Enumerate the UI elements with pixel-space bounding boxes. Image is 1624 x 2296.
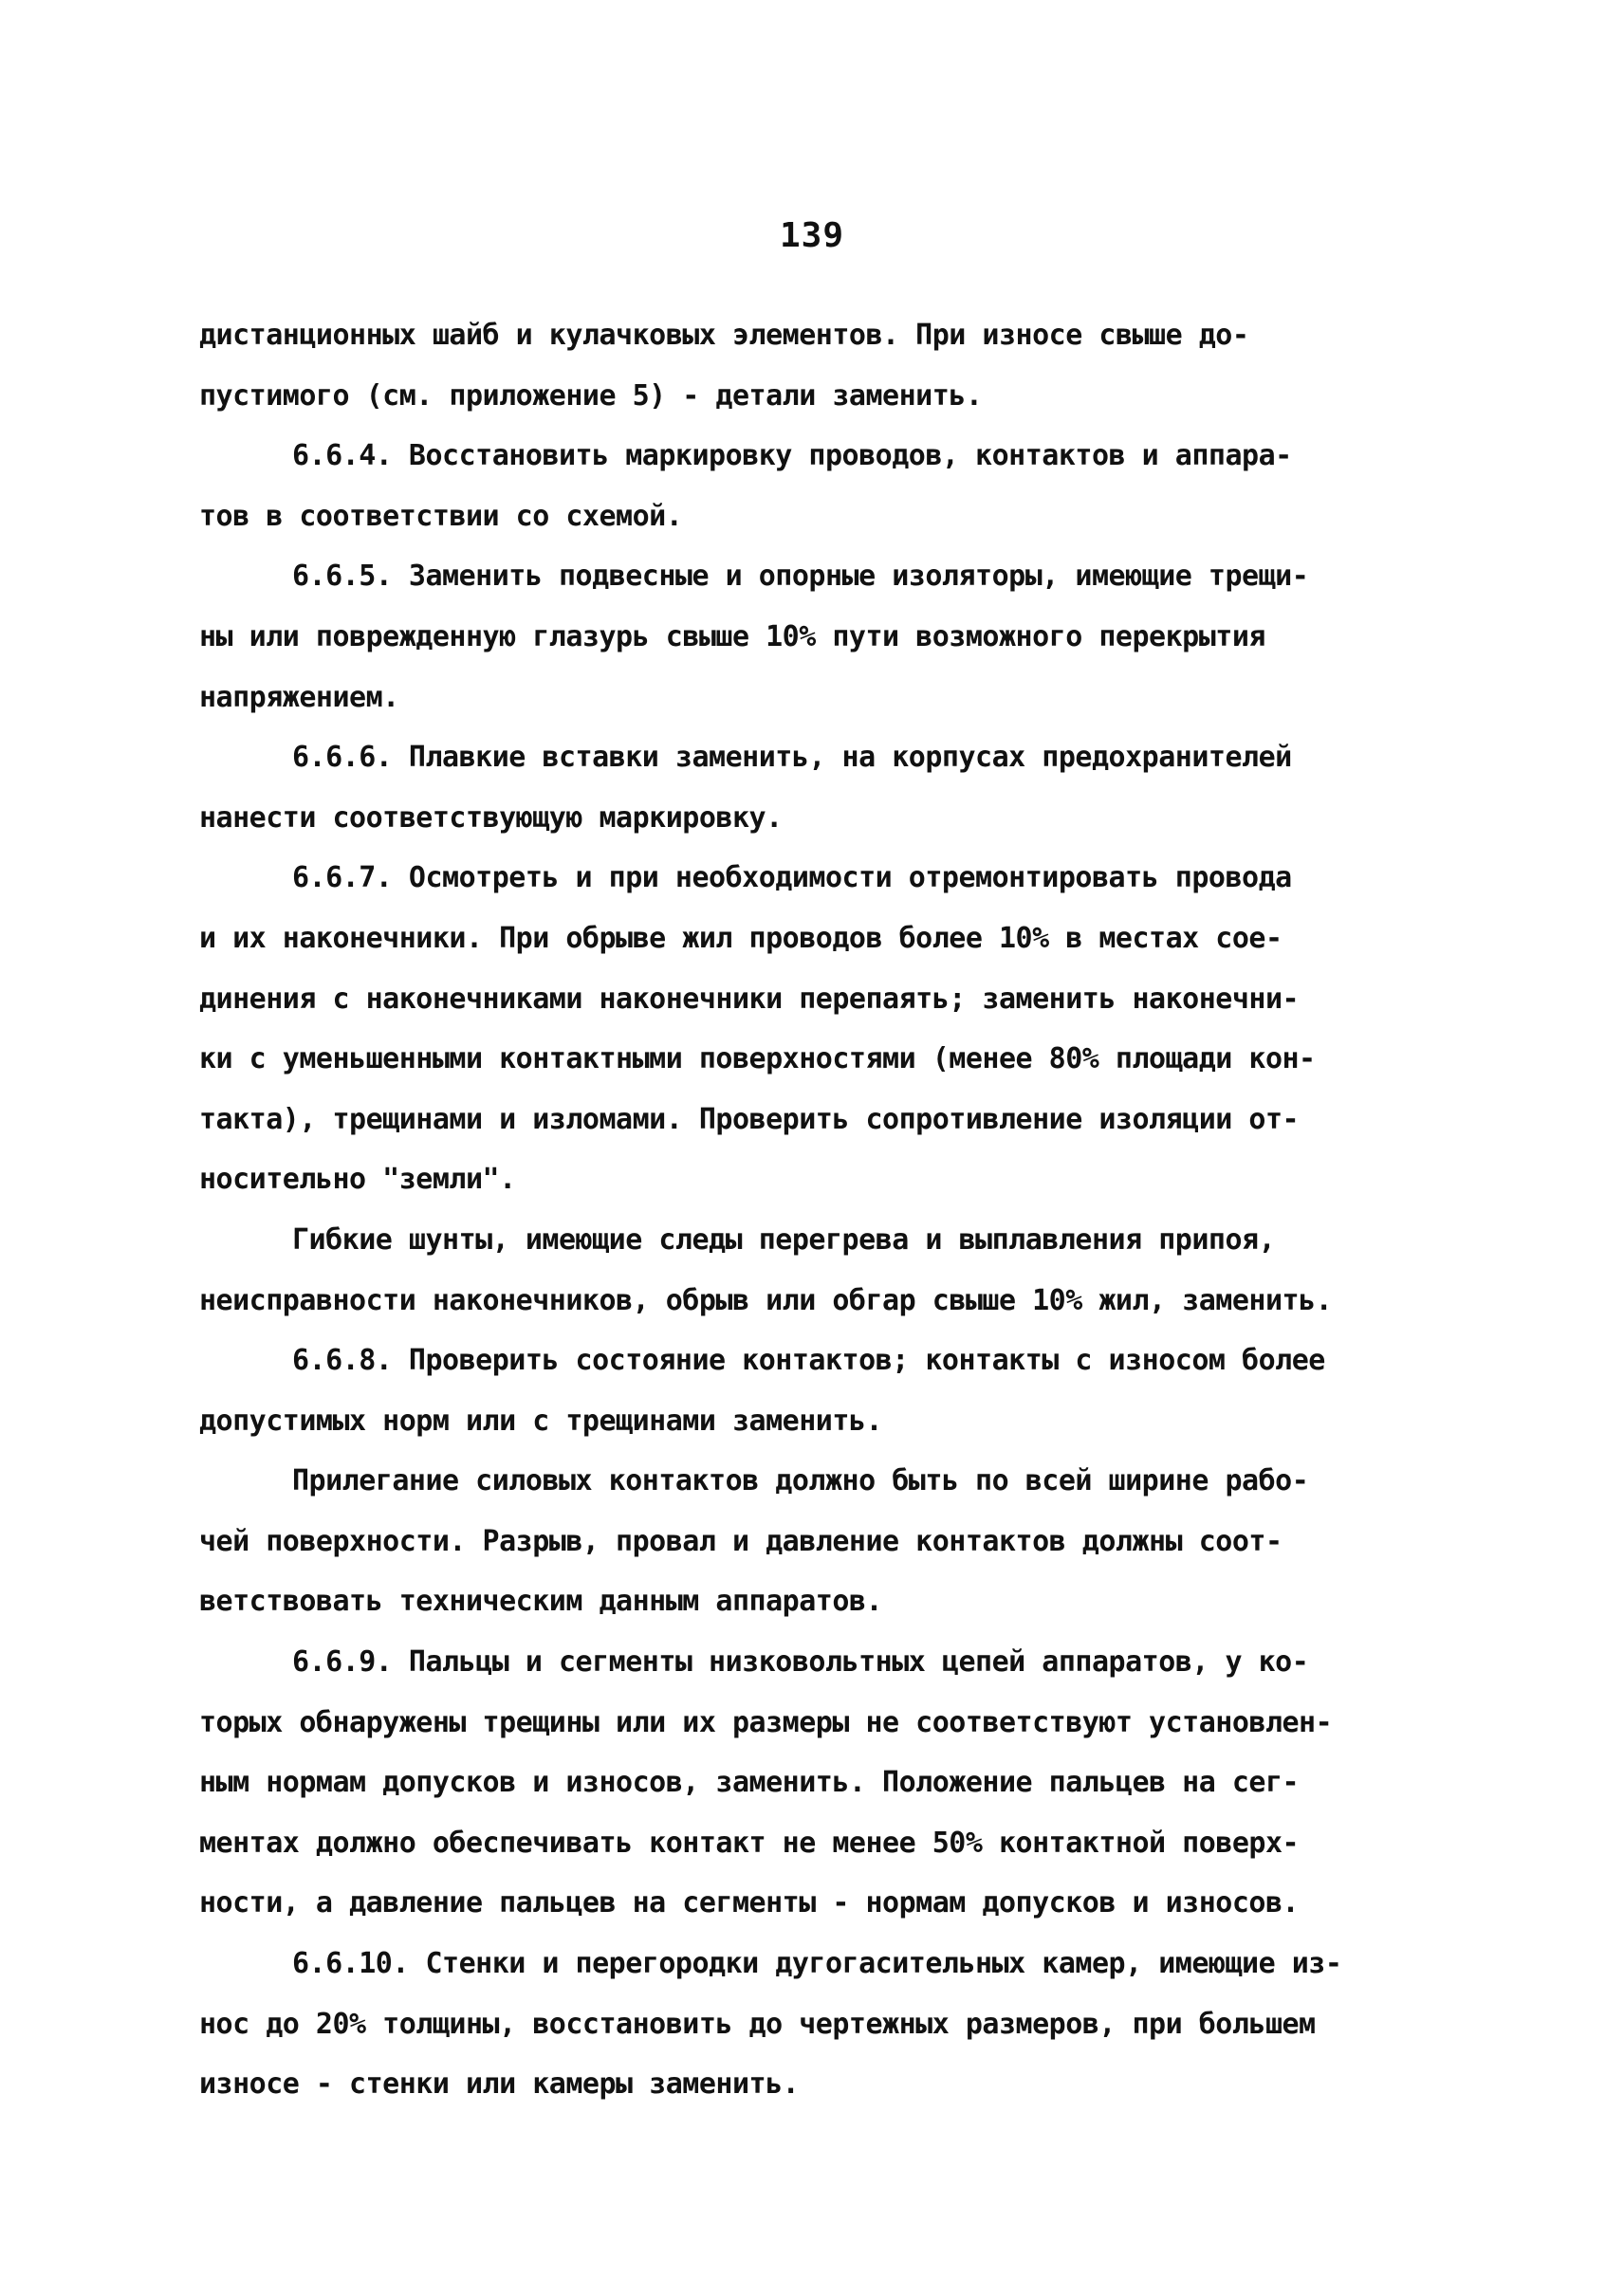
text-line: чей поверхности. Разрыв, провал и давление контактов должны соот- xyxy=(199,1524,1283,1558)
text-line: 6.6.8. Проверить состояние контактов; контакты с износом более xyxy=(292,1344,1325,1378)
paragraph-6-6-10 xyxy=(199,1934,1451,2115)
text-line: нос до 20% толщины, восстановить до чертежных размеров, при большем xyxy=(199,2007,1316,2041)
text-line: неисправности наконечников, обрыв или обгар свыше 10% жил, заменить. xyxy=(199,1283,1333,1317)
paragraph-6-6-4 xyxy=(199,426,1451,546)
text-line: 6.6.4. Восстановить маркировку проводов, контактов и аппара- xyxy=(292,439,1292,473)
text-line: такта), трещинами и изломами. Проверить сопротивление изоляции от- xyxy=(199,1102,1300,1136)
paragraph-6-6-7 xyxy=(199,848,1451,1210)
paragraph-wear-limits xyxy=(199,305,1451,426)
text-line: носительно "земли". xyxy=(199,1163,516,1197)
text-line: ным нормам допусков и износов, заменить. Положение пальцев на сег- xyxy=(199,1766,1300,1800)
paragraph-flexible-shunts xyxy=(199,1210,1451,1331)
paragraph-6-6-6 xyxy=(199,727,1451,848)
document-body xyxy=(199,305,1451,2115)
text-line: 6.6.9. Пальцы и сегменты низковольтных цепей аппаратов, у ко- xyxy=(292,1645,1309,1680)
paragraph-6-6-5 xyxy=(199,546,1451,727)
text-line: и их наконечники. При обрыве жил проводов более 10% в местах сое- xyxy=(199,921,1283,955)
text-line: тов в соответствии со схемой. xyxy=(199,499,683,533)
text-line: 6.6.7. Осмотреть и при необходимости отремонтировать провода xyxy=(292,861,1292,895)
text-line: пустимого (см. приложение 5) - детали заменить. xyxy=(199,378,983,413)
text-line: торых обнаружены трещины или их размеры не соответствуют установлен- xyxy=(199,1705,1333,1739)
paragraph-power-contacts xyxy=(199,1451,1451,1632)
text-line: ветствовать техническим данным аппаратов. xyxy=(199,1585,883,1619)
page-number: 139 xyxy=(779,216,845,255)
text-line: ки с уменьшенными контактными поверхностями (менее 80% площади кон- xyxy=(199,1042,1316,1076)
text-line: допустимых норм или с трещинами заменить. xyxy=(199,1404,883,1438)
paragraph-6-6-8 xyxy=(199,1331,1451,1451)
text-line: динения с наконечниками наконечники перепаять; заменить наконечни- xyxy=(199,982,1300,1016)
text-line: 6.6.10. Стенки и перегородки дугогасительных камер, имеющие из- xyxy=(292,1947,1342,1981)
text-line: ности, а давление пальцев на сегменты - нормам допусков и износов. xyxy=(199,1886,1300,1920)
text-line: 6.6.6. Плавкие вставки заменить, на корпусах предохранителей xyxy=(292,741,1292,775)
text-line: Прилегание силовых контактов должно быть по всей ширине рабо- xyxy=(292,1464,1309,1498)
text-line: 6.6.5. Заменить подвесные и опорные изоляторы, имеющие трещи- xyxy=(292,560,1309,594)
text-line: дистанционных шайб и кулачковых элементов. При износе свыше до- xyxy=(199,319,1249,352)
text-line: Гибкие шунты, имеющие следы перегрева и выплавления припоя, xyxy=(292,1222,1276,1257)
text-line: нанести соответствующую маркировку. xyxy=(199,800,783,835)
text-line: ментах должно обеспечивать контакт не менее 50% контактной поверх- xyxy=(199,1826,1300,1860)
text-line: износе - стенки или камеры заменить. xyxy=(199,2067,800,2102)
text-line: напряжением. xyxy=(199,680,399,714)
text-line: ны или поврежденную глазурь свыше 10% пути возможного перекрытия xyxy=(199,619,1265,653)
paragraph-6-6-9 xyxy=(199,1632,1451,1934)
